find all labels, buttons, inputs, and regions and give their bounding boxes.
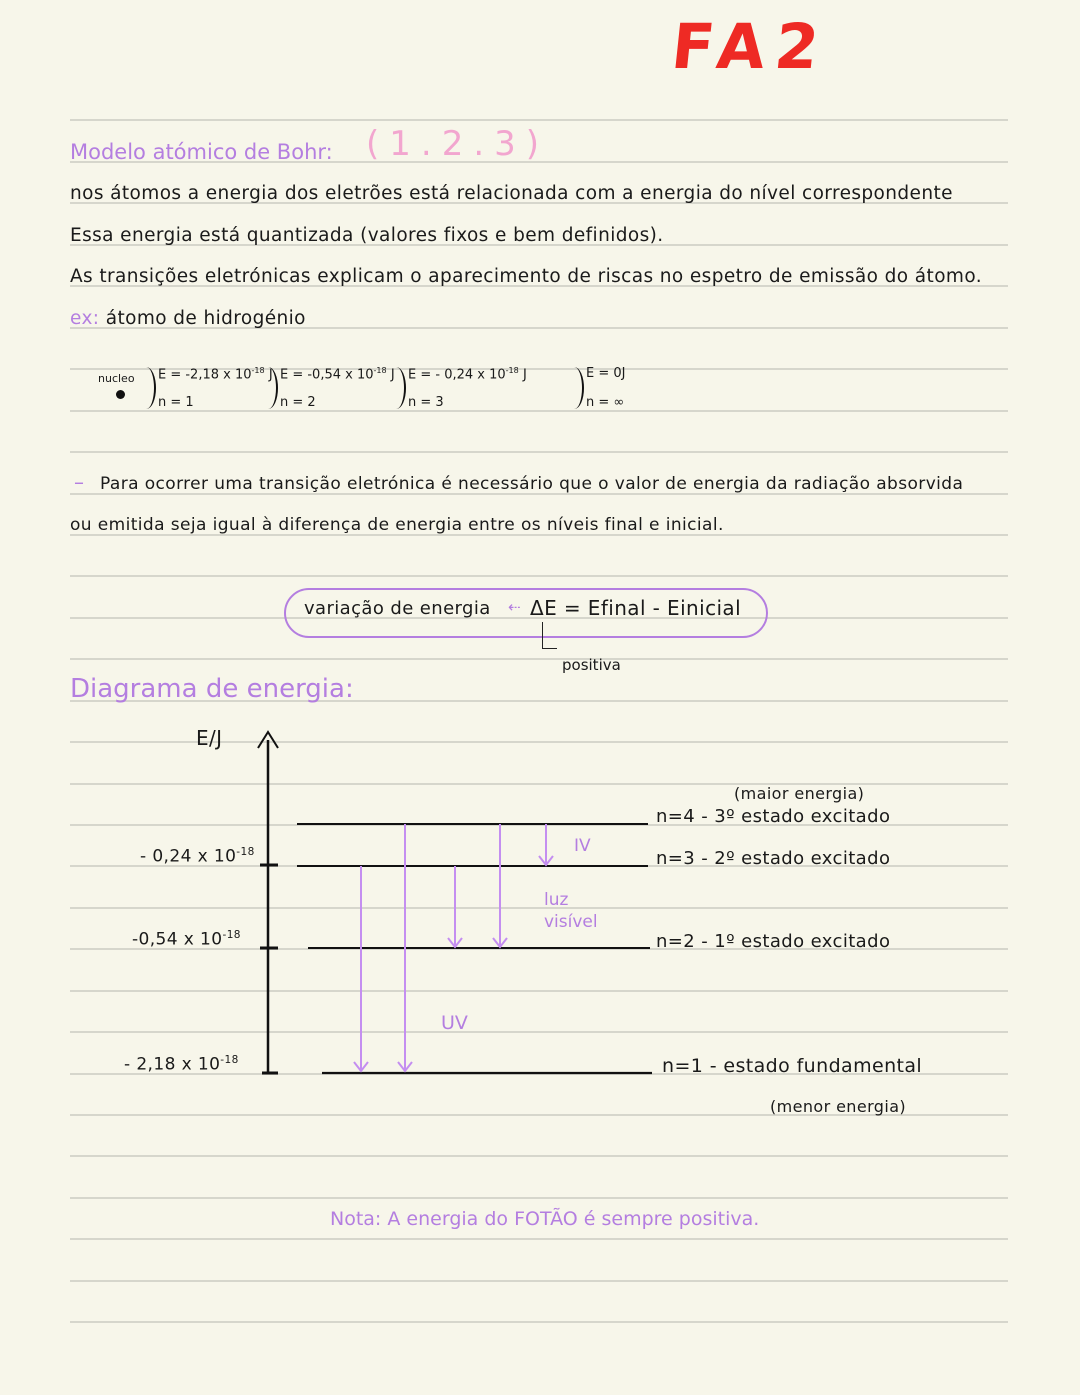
level-n: n = 1	[158, 395, 194, 410]
arrow-left-icon: ⇠	[508, 598, 521, 616]
formula-annotation: positiva	[562, 656, 621, 674]
diagram-heading: Diagrama de energia:	[70, 674, 354, 704]
footer-note-text: A energia do FOTÃO é sempre positiva.	[387, 1208, 760, 1230]
paragraph-line-3: As transições eletrónicas explicam o aparecimento de riscas no espetro de emissão do átomo.	[70, 266, 983, 287]
level-n: n = 3	[408, 395, 444, 410]
transition-note-line-1: Para ocorrer uma transição eletrónica é necessário que o valor de energia da radiação absorvida	[100, 474, 964, 494]
region-label-ir: IV	[574, 836, 591, 856]
tick-label: - 2,18 x $10^{-18}$	[124, 1054, 239, 1075]
transition-note-line-2: ou emitida seja igual à diferença de energia entre os níveis final e inicial.	[70, 515, 724, 535]
level-energy: E = -2,18 x $10^{-18}$ J	[158, 366, 273, 383]
bottom-note: (menor energia)	[770, 1097, 907, 1116]
region-label-visible: luz	[544, 890, 569, 910]
tick-label: - 0,24 x $10^{-18}$	[140, 846, 255, 867]
region-label-uv: UV	[441, 1012, 468, 1034]
paragraph-line-1: nos átomos a energia dos eletrões está relacionada com a energia do nível correspondente	[70, 183, 953, 204]
page-title: FA2	[668, 10, 833, 83]
axis-label: E/J	[196, 726, 223, 750]
example-label: ex:	[70, 308, 100, 329]
paragraph-line-2: Essa energia está quantizada (valores fixos e bem definidos).	[70, 225, 664, 246]
level-n: n = 2	[280, 395, 316, 410]
level-energy: E = - 0,24 x $10^{-18}$ J	[408, 366, 527, 383]
formula-label: variação de energia	[304, 598, 491, 619]
formula-equation: ΔE = Efinal - Einicial	[530, 596, 742, 620]
top-note: (maior energia)	[734, 784, 865, 803]
bullet-dash: –	[74, 470, 85, 494]
section-tag: (1.2.3)	[366, 124, 550, 164]
section-heading-bohr: Modelo atómico de Bohr:	[70, 140, 333, 164]
level-label-n2: n=2 - 1º estado excitado	[656, 931, 891, 952]
level-label-n4: n=4 - 3º estado excitado	[656, 806, 891, 827]
level-label-n1: n=1 - estado fundamental	[662, 1055, 923, 1077]
level-energy: E = 0J	[586, 366, 626, 381]
footer-note	[330, 1208, 759, 1230]
example-text: átomo de hidrogénio	[105, 308, 306, 329]
region-label-visible: visível	[544, 912, 598, 932]
tick-label: -0,54 x $10^{-18}$	[132, 929, 241, 950]
level-energy: E = -0,54 x $10^{-18}$ J	[280, 366, 395, 383]
level-n: n = ∞	[586, 395, 625, 410]
footer-note-prefix: Nota:	[330, 1208, 382, 1230]
nucleus-label: nucleo	[98, 372, 135, 385]
level-label-n3: n=3 - 2º estado excitado	[656, 848, 891, 869]
